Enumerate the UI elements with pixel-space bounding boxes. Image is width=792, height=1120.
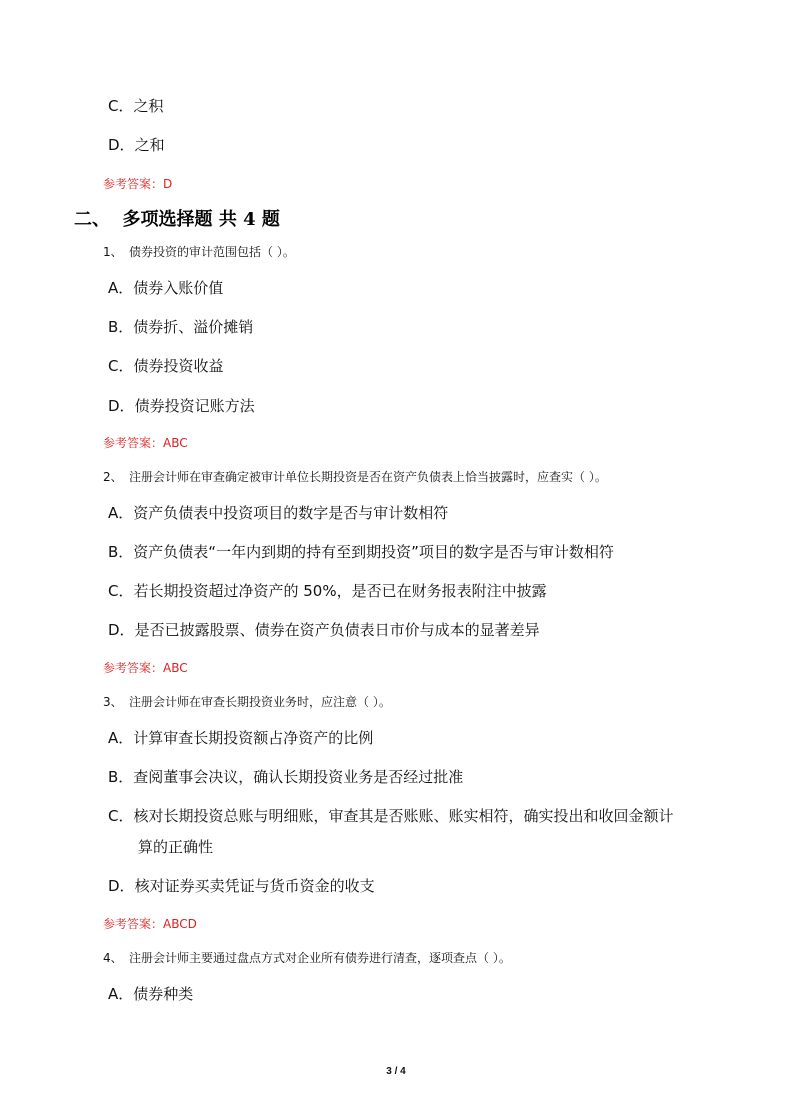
option-letter: C． [108, 357, 134, 375]
q3-option-d [108, 876, 375, 896]
q1-option-b [108, 317, 253, 337]
q3-option-c [108, 806, 674, 826]
option-c [108, 96, 164, 116]
q2-option-d [108, 620, 540, 640]
q3-option-a [108, 728, 373, 748]
question-2 [103, 469, 607, 485]
option-text: 计算审查长期投资额占净资产的比例 [133, 729, 374, 747]
q1-option-a [108, 278, 223, 298]
question-number: 3、 [103, 695, 123, 709]
option-letter: C． [108, 97, 134, 115]
question-text: 注册会计师主要通过盘点方式对企业所有债券进行清查，逐项查点（ ）。 [129, 951, 511, 965]
q4-option-a [108, 984, 193, 1004]
option-letter: D． [108, 621, 135, 639]
option-letter: A． [108, 729, 134, 747]
option-text: 若长期投资超过净资产的 50%，是否已在财务报表附注中披露 [133, 582, 547, 600]
answer-text: 参考答案：D [103, 177, 173, 191]
option-letter: D． [108, 136, 135, 154]
option-letter: C． [108, 807, 134, 825]
section-title: 多项选择题 共 4 题 [122, 209, 280, 230]
q3-answer: 参考答案：ABCD [103, 917, 197, 931]
question-text: 注册会计师在审查确定被审计单位长期投资是否在资产负债表上恰当披露时，应查实（ ）。 [129, 470, 607, 484]
option-text: 是否已披露股票、债券在资产负债表日市价与成本的显著差异 [134, 621, 540, 639]
question-number: 1、 [103, 245, 123, 259]
option-letter: B． [108, 768, 134, 786]
option-text: 资产负债表中投资项目的数字是否与审计数相符 [133, 504, 449, 522]
q3-option-b [108, 767, 463, 787]
question-text: 注册会计师在审查长期投资业务时，应注意（ ）。 [129, 695, 391, 709]
question-number: 2、 [103, 470, 123, 484]
q2-option-c [108, 581, 547, 601]
option-letter: D． [108, 397, 135, 415]
option-text: 之积 [133, 97, 164, 115]
question-3 [103, 694, 391, 710]
q2-answer: 参考答案：ABC [103, 661, 188, 675]
option-text: 资产负债表“一年内到期的持有至到期投资”项目的数字是否与审计数相符 [133, 543, 614, 561]
question-4 [103, 950, 511, 966]
question-text: 债券投资的审计范围包括（ ）。 [129, 245, 295, 259]
option-text: 之和 [134, 136, 165, 154]
option-text: 债券投资记账方法 [134, 397, 255, 415]
option-letter: B． [108, 318, 134, 336]
option-letter: B． [108, 543, 134, 561]
section-number: 二、 [74, 209, 110, 230]
option-text: 债券投资收益 [133, 357, 224, 375]
option-text: 核对长期投资总账与明细账，审查其是否账账、账实相符，确实投出和收回金额计 [133, 807, 674, 825]
option-text: 债券入账价值 [133, 279, 224, 297]
option-text: 债券种类 [133, 985, 194, 1003]
question-number: 4、 [103, 951, 123, 965]
section-heading [74, 208, 280, 232]
q1-option-d [108, 396, 255, 416]
option-letter: A． [108, 985, 134, 1003]
question-1 [103, 244, 295, 260]
q3-option-c-continuation: 算的正确性 [138, 838, 214, 856]
q1-option-c [108, 356, 224, 376]
option-text: 查阅董事会决议，确认长期投资业务是否经过批准 [133, 768, 464, 786]
page-number: 3 / 4 [386, 1066, 406, 1077]
option-letter: A． [108, 279, 134, 297]
option-letter: D． [108, 877, 135, 895]
option-text: 债券折、溢价摊销 [133, 318, 254, 336]
option-letter: A． [108, 504, 134, 522]
option-letter: C． [108, 582, 134, 600]
option-d [108, 135, 165, 155]
q1-answer: 参考答案：ABC [103, 436, 188, 450]
q2-option-a [108, 503, 448, 523]
q2-option-b [108, 542, 614, 562]
option-text: 核对证券买卖凭证与货币资金的收支 [134, 877, 375, 895]
